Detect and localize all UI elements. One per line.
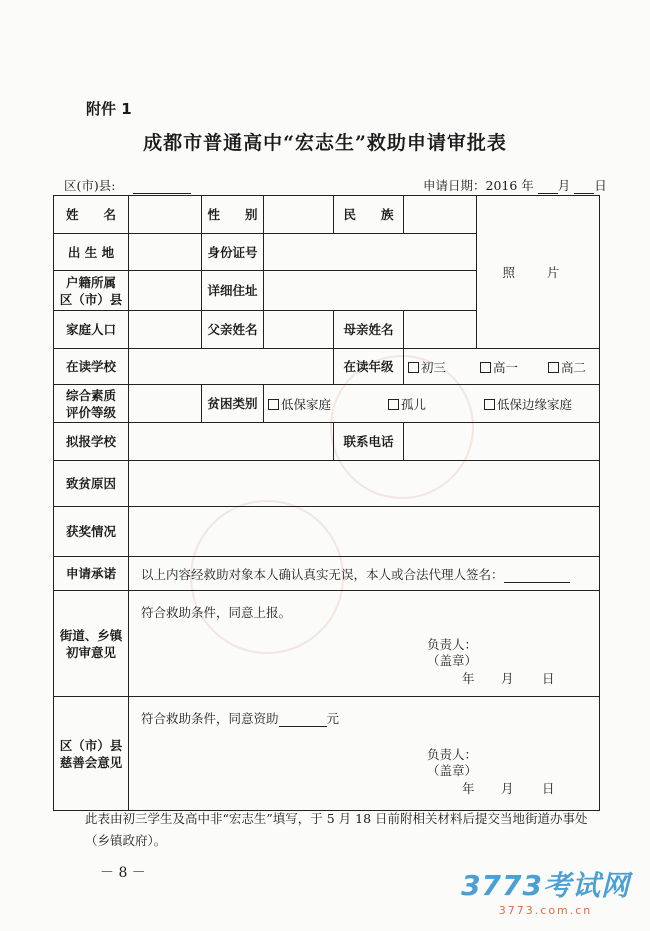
charity-opinion-text: 符合救助条件，同意资助 元 — [141, 711, 340, 726]
form-title: 成都市普通高中“宏志生”救助申请审批表 — [143, 132, 507, 154]
responsible-person: 负责人： — [427, 747, 478, 762]
sign-day: 日 — [542, 671, 555, 686]
current-school-value[interactable] — [129, 349, 334, 385]
birthplace-value[interactable] — [129, 234, 202, 271]
attachment-label: 附件 1 — [86, 100, 132, 118]
signature-blank[interactable] — [504, 569, 570, 583]
birthplace-label: 出 生 地 — [54, 234, 129, 271]
commitment-row — [129, 557, 600, 591]
gender-value[interactable] — [264, 196, 334, 234]
current-school-label: 在读学校 — [54, 349, 129, 385]
responsible-person: 负责人： — [427, 637, 478, 652]
date-day-label: 日 — [594, 178, 607, 193]
mother-name-label: 母亲姓名 — [334, 311, 404, 349]
awards-value[interactable] — [129, 507, 600, 557]
sign-year: 年 — [462, 671, 475, 686]
family-size-value[interactable] — [129, 311, 202, 349]
address-value[interactable] — [264, 271, 477, 311]
poverty-cause-value[interactable] — [129, 461, 600, 507]
photo-box[interactable] — [477, 196, 600, 349]
ethnicity-value[interactable] — [404, 196, 477, 234]
month-blank[interactable] — [538, 180, 558, 194]
father-name-label: 父亲姓名 — [202, 311, 264, 349]
current-grade-label: 在读年级 — [334, 349, 404, 385]
street-opinion-cell[interactable] — [129, 591, 600, 697]
sign-month: 月 — [501, 781, 514, 796]
quality-value[interactable] — [129, 385, 202, 423]
poverty-option[interactable]: 孤儿 — [388, 395, 480, 413]
quality-label: 综合素质 评价等级 — [54, 385, 129, 423]
mother-name-value[interactable] — [404, 311, 477, 349]
family-size-label: 家庭人口 — [54, 311, 129, 349]
poverty-options — [264, 385, 600, 423]
charity-opinion-label: 区（市）县 慈善会意见 — [54, 697, 129, 811]
checkbox-icon[interactable] — [480, 362, 491, 373]
application-form-table — [53, 195, 600, 811]
site-watermark — [461, 864, 630, 917]
phone-value[interactable] — [404, 423, 600, 461]
checkbox-icon[interactable] — [388, 399, 399, 410]
grade-option[interactable]: 初三 — [408, 358, 476, 376]
id-number-value[interactable] — [264, 234, 477, 271]
checkbox-icon[interactable] — [408, 362, 419, 373]
sign-day: 日 — [542, 781, 555, 796]
street-opinion-text: 符合救助条件，同意上报。 — [141, 605, 292, 620]
sign-month: 月 — [501, 671, 514, 686]
district-blank[interactable] — [133, 180, 191, 194]
district-label: 区(市)县: — [64, 178, 116, 193]
watermark-url: 3773.com.cn — [498, 904, 593, 917]
commitment-text: 以上内容经救助对象本人确认真实无误，本人或合法代理人签名： — [141, 566, 504, 582]
watermark-logo: 3773考试网 — [461, 869, 630, 902]
poverty-option[interactable]: 低保边缘家庭 — [484, 395, 572, 413]
household-label: 户籍所属 区（市）县 — [54, 271, 129, 311]
checkbox-icon[interactable] — [268, 399, 279, 410]
poverty-cause-label: 致贫原因 — [54, 461, 129, 507]
phone-label: 联系电话 — [334, 423, 404, 461]
application-date — [423, 176, 607, 194]
street-opinion-label: 街道、乡镇 初审意见 — [54, 591, 129, 697]
ethnicity-label: 民 族 — [334, 196, 404, 234]
poverty-type-label: 贫困类别 — [202, 385, 264, 423]
target-school-label: 拟报学校 — [54, 423, 129, 461]
district-field — [64, 176, 191, 194]
grade-options — [404, 349, 600, 385]
commitment-label: 申请承诺 — [54, 557, 129, 591]
page-number: － 8 － — [100, 865, 146, 881]
date-prefix: 申请日期：2016 年 — [423, 178, 534, 193]
checkbox-icon[interactable] — [484, 399, 495, 410]
sign-year: 年 — [462, 781, 475, 796]
amount-blank[interactable] — [279, 713, 327, 727]
awards-label: 获奖情况 — [54, 507, 129, 557]
name-value[interactable] — [129, 196, 202, 234]
date-month-label: 月 — [557, 178, 571, 193]
grade-option[interactable]: 高一 — [480, 358, 544, 376]
seal-label: （盖章） — [427, 763, 478, 778]
footnote: 此表由初三学生及高中非“宏志生”填写，于 5 月 18 日前附相关材料后提交当地街道办事处（乡镇政府）。 — [85, 811, 588, 848]
gender-label: 性 别 — [202, 196, 264, 234]
day-blank[interactable] — [574, 180, 594, 194]
father-name-value[interactable] — [264, 311, 334, 349]
seal-label: （盖章） — [427, 653, 478, 668]
photo-label: 照 片 — [502, 265, 574, 280]
target-school-value[interactable] — [129, 423, 334, 461]
address-label: 详细住址 — [202, 271, 264, 311]
id-number-label: 身份证号 — [202, 234, 264, 271]
checkbox-icon[interactable] — [548, 362, 559, 373]
household-value[interactable] — [129, 271, 202, 311]
poverty-option[interactable]: 低保家庭 — [268, 395, 384, 413]
charity-opinion-cell[interactable] — [129, 697, 600, 811]
grade-option[interactable]: 高二 — [548, 358, 586, 376]
name-label: 姓 名 — [54, 196, 129, 234]
